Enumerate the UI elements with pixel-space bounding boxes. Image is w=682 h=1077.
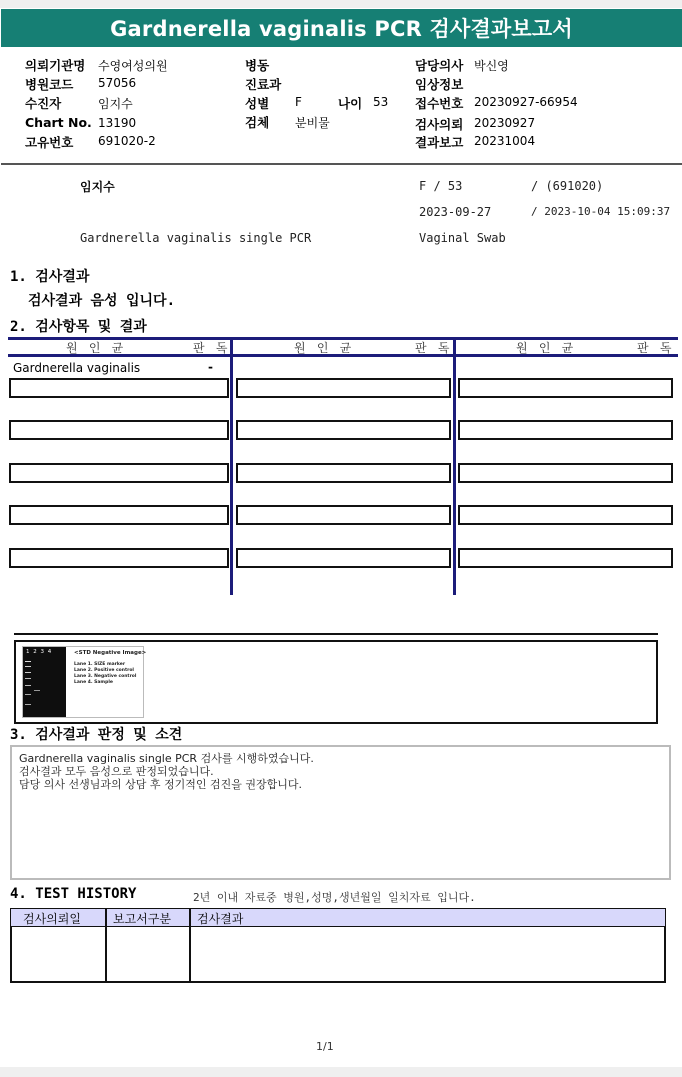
col-header-pathogen-3: 원 인 균 [516, 341, 576, 355]
result-box [458, 420, 673, 440]
table-divider-2 [453, 337, 456, 595]
patient-birth: / (691020) [531, 179, 604, 193]
result-box [9, 463, 229, 483]
patient-request-date: 2023-09-27 [419, 205, 492, 219]
result-box [458, 548, 673, 568]
gel-band [25, 678, 31, 679]
info-label-chart-no: Chart No. [25, 115, 92, 130]
section3-heading: 3. 검사결과 판정 및 소견 [10, 727, 183, 743]
info-label-ward: 병동 [245, 58, 270, 73]
col-header-pathogen-2: 원 인 균 [294, 341, 354, 355]
patient-report-datetime: / 2023-10-04 15:09:37 [531, 205, 671, 218]
result-box [458, 463, 673, 483]
gel-legend-line: Lane 3. Negative control [74, 674, 137, 679]
col-header-pathogen-1: 원 인 균 [66, 341, 126, 355]
info-value-chart-no: 13190 [98, 116, 137, 130]
info-value-specimen: 분비물 [295, 116, 330, 130]
info-value-institution: 수영여성의원 [98, 59, 168, 73]
section4-heading: 4. TEST HISTORY [10, 886, 137, 902]
patient-test-name: Gardnerella vaginalis single PCR [80, 231, 312, 245]
info-value-patient: 임지수 [98, 97, 133, 111]
gel-band [25, 685, 31, 686]
info-value-receipt-no: 20230927-66954 [474, 95, 578, 109]
result-box [9, 505, 229, 525]
result-box [9, 378, 229, 398]
patient-name: 임지수 [80, 180, 115, 194]
info-label-request-date: 검사의뢰 [415, 117, 464, 132]
report-title: Gardnerella vaginalis PCR 검사결과보고서 [1, 9, 682, 47]
result-box [236, 505, 451, 525]
table-divider-1 [230, 337, 233, 595]
info-label-unique-id: 고유번호 [25, 135, 74, 150]
result-box [9, 420, 229, 440]
patient-sex-age: F / 53 [419, 179, 463, 193]
info-label-department: 진료과 [245, 77, 282, 92]
info-label-institution: 의뢰기관명 [25, 58, 86, 73]
gel-title: <STD Negative Image> [74, 650, 147, 656]
result-box [458, 505, 673, 525]
history-table-body [10, 927, 666, 983]
info-label-specimen: 검체 [245, 115, 270, 130]
history-col-divider [189, 908, 191, 983]
history-col-divider [105, 908, 107, 983]
gel-band [25, 704, 31, 705]
info-label-receipt-no: 접수번호 [415, 96, 464, 111]
gel-band [25, 661, 31, 662]
comment-line: Gardnerella vaginalis single PCR 검사를 시행하였습니다. [19, 752, 314, 765]
info-value-doctor: 박신영 [474, 59, 509, 73]
result-box [236, 548, 451, 568]
info-label-sex: 성별 [245, 96, 270, 111]
history-col-request-date: 검사의뢰일 [23, 912, 81, 926]
info-label-age: 나이 [338, 96, 363, 111]
gel-band [25, 666, 31, 667]
result-box [458, 378, 673, 398]
gel-band [25, 694, 31, 695]
gel-legend-line: Lane 2. Positive control [74, 668, 134, 673]
info-value-age: 53 [373, 95, 389, 109]
comment-line: 검사결과 모두 음성으로 판정되었습니다. [19, 765, 214, 778]
comment-line: 담당 의사 선생님과의 상담 후 정기적인 검진을 권장합니다. [19, 778, 302, 791]
info-value-request-date: 20230927 [474, 116, 536, 130]
gel-band [34, 690, 40, 691]
patient-specimen: Vaginal Swab [419, 231, 506, 245]
gel-electrophoresis-image [23, 647, 66, 717]
info-value-report-date: 20231004 [474, 134, 536, 148]
result-judgement: - [208, 360, 213, 374]
page-bottom-margin [0, 1067, 682, 1077]
gel-legend-line: Lane 4. Sample [74, 680, 113, 685]
info-value-hospital-code: 57056 [98, 76, 137, 90]
gel-band [25, 672, 31, 673]
section1-result: 검사결과 음성 입니다. [28, 293, 176, 309]
col-header-judgement-3: 판 독 [637, 341, 674, 355]
history-col-result: 검사결과 [197, 912, 244, 926]
info-value-sex: F [295, 95, 302, 109]
info-label-patient: 수진자 [25, 96, 62, 111]
col-header-judgement-2: 판 독 [415, 341, 452, 355]
info-label-hospital-code: 병원코드 [25, 77, 74, 92]
comment-box [10, 745, 671, 880]
col-header-judgement-1: 판 독 [193, 341, 230, 355]
result-box [236, 378, 451, 398]
info-label-clinical-info: 임상정보 [415, 77, 464, 92]
history-table-header [10, 908, 666, 927]
result-box [236, 463, 451, 483]
image-separator [14, 633, 658, 635]
result-box [236, 420, 451, 440]
info-label-report-date: 결과보고 [415, 135, 464, 150]
history-col-report-type: 보고서구분 [113, 912, 171, 926]
gel-lane-numbers: 1 2 3 4 [26, 649, 53, 655]
section2-heading: 2. 검사항목 및 결과 [10, 319, 147, 335]
history-note: 2년 이내 자료중 병원,성명,생년월일 일치자료 입니다. [193, 891, 476, 904]
result-pathogen-name: Gardnerella vaginalis [13, 361, 141, 375]
page-number: 1/1 [316, 1040, 334, 1053]
result-box [9, 548, 229, 568]
section1-heading: 1. 검사결과 [10, 269, 90, 285]
page-top-margin [0, 0, 682, 8]
info-label-doctor: 담당의사 [415, 58, 464, 73]
gel-legend-line: Lane 1. SIZE marker [74, 662, 126, 667]
info-value-unique-id: 691020-2 [98, 134, 156, 148]
